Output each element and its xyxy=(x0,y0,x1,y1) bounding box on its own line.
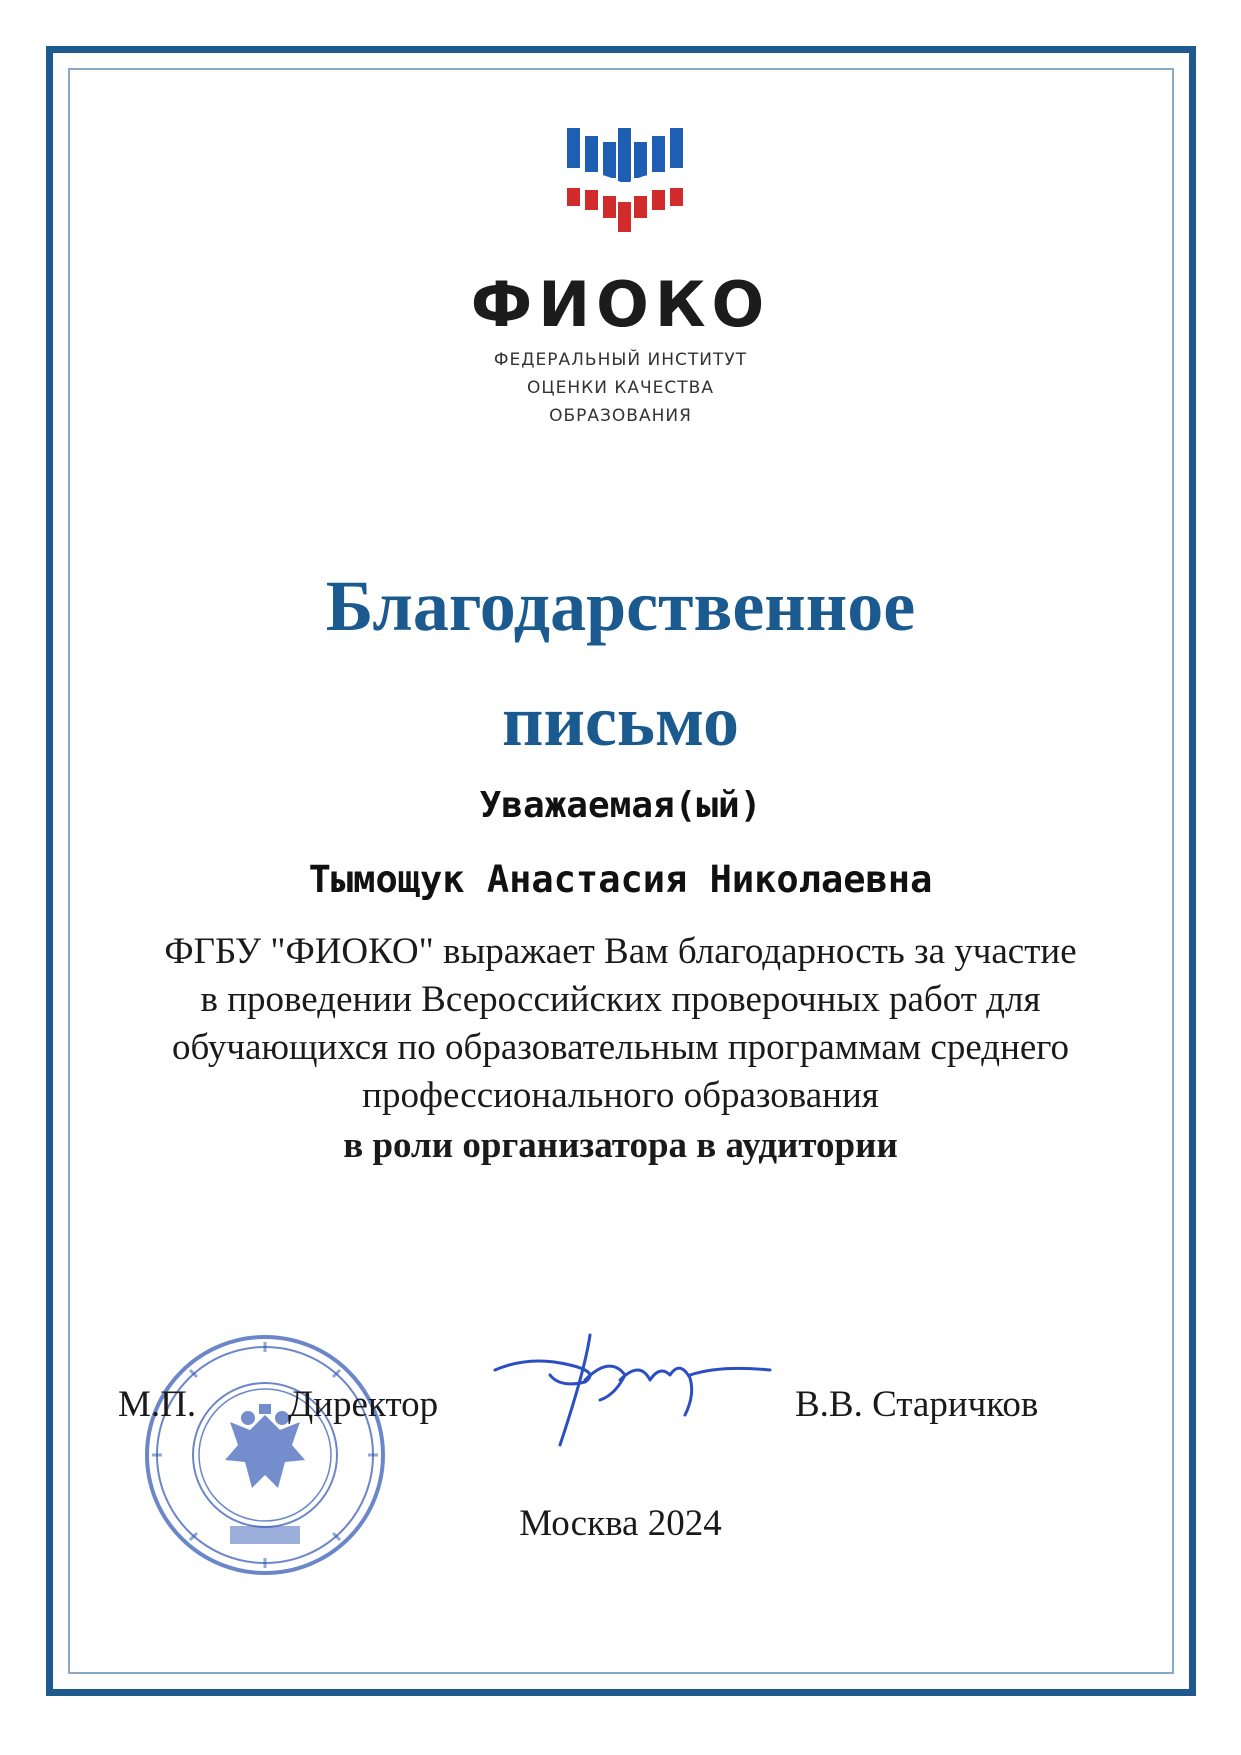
director-signature-icon xyxy=(490,1320,790,1450)
title-line-2: письмо xyxy=(501,681,740,761)
brand-subtitle-line-3: ОБРАЗОВАНИЯ xyxy=(549,406,692,426)
fioko-logo-icon xyxy=(565,126,685,236)
signer-position: Директор xyxy=(288,1384,439,1425)
recipient-name: Тымощук Анастасия Николаевна xyxy=(308,858,933,901)
role-line: в роли организатора в аудитории xyxy=(343,1125,898,1166)
brand-subtitle-line-2: ОЦЕНКИ КАЧЕСТВА xyxy=(527,378,714,398)
brand-subtitle-line-1: ФЕДЕРАЛЬНЫЙ ИНСТИТУТ xyxy=(493,350,748,370)
brand-name: ФИОКО xyxy=(470,268,771,341)
footer-city-year: Москва 2024 xyxy=(519,1503,722,1544)
body-line-3: обучающихся по образовательным программам среднего xyxy=(171,1027,1070,1068)
seal-place-label: М.П. xyxy=(118,1384,197,1425)
body-line-1: ФГБУ "ФИОКО" выражает Вам благодарность за участие xyxy=(164,931,1077,972)
logo-bars xyxy=(565,128,685,232)
title-line-1: Благодарственное xyxy=(325,566,916,646)
greeting: Уважаемая(ый) xyxy=(479,785,762,826)
body-line-2: в проведении Всероссийских проверочных работ для xyxy=(200,979,1041,1020)
signer-name: В.В. Старичков xyxy=(795,1384,1039,1425)
body-line-4: профессионального образования xyxy=(362,1075,879,1116)
